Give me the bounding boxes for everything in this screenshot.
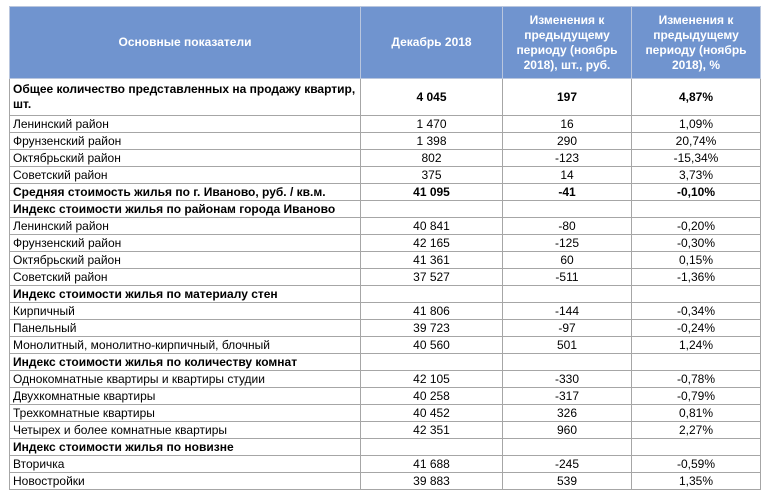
row-change: 326 bbox=[503, 405, 632, 422]
row-pct: 1,24% bbox=[632, 337, 761, 354]
table-row bbox=[10, 79, 761, 116]
section-label: Индекс стоимости жилья по материалу стен bbox=[10, 286, 361, 303]
table-row bbox=[10, 371, 761, 388]
row-change: 539 bbox=[503, 473, 632, 490]
row-change: -41 bbox=[503, 184, 632, 201]
table-body bbox=[10, 79, 761, 490]
row-pct: -0,34% bbox=[632, 303, 761, 320]
row-value: 39 723 bbox=[361, 320, 503, 337]
row-pct: -0,59% bbox=[632, 456, 761, 473]
row-pct: -0,78% bbox=[632, 371, 761, 388]
section-header-row bbox=[10, 201, 761, 218]
table-row bbox=[10, 252, 761, 269]
table-row bbox=[10, 235, 761, 252]
row-label: Двухкомнатные квартиры bbox=[10, 388, 361, 405]
section-label: Индекс стоимости жилья по новизне bbox=[10, 439, 361, 456]
row-pct: -0,24% bbox=[632, 320, 761, 337]
table-header bbox=[10, 7, 761, 79]
row-label: Средняя стоимость жилья по г. Иваново, руб. / кв.м. bbox=[10, 184, 361, 201]
row-value: 1 470 bbox=[361, 116, 503, 133]
table-row bbox=[10, 269, 761, 286]
header-indicator: Основные показатели bbox=[10, 7, 361, 79]
row-value: 42 165 bbox=[361, 235, 503, 252]
row-value: 42 351 bbox=[361, 422, 503, 439]
row-label: Трехкомнатные квартиры bbox=[10, 405, 361, 422]
row-value: 41 095 bbox=[361, 184, 503, 201]
row-label: Фрунзенский район bbox=[10, 235, 361, 252]
row-change: -317 bbox=[503, 388, 632, 405]
row-label: Четырех и более комнатные квартиры bbox=[10, 422, 361, 439]
row-value: 41 361 bbox=[361, 252, 503, 269]
housing-stats-table bbox=[9, 6, 761, 490]
table-row bbox=[10, 405, 761, 422]
table-row bbox=[10, 422, 761, 439]
row-value: 37 527 bbox=[361, 269, 503, 286]
row-value: 375 bbox=[361, 167, 503, 184]
row-label: Ленинский район bbox=[10, 116, 361, 133]
row-value: 40 452 bbox=[361, 405, 503, 422]
row-label: Ленинский район bbox=[10, 218, 361, 235]
table-row bbox=[10, 473, 761, 490]
row-value bbox=[361, 354, 503, 371]
row-pct: -0,30% bbox=[632, 235, 761, 252]
row-label: Новостройки bbox=[10, 473, 361, 490]
row-change: -97 bbox=[503, 320, 632, 337]
row-change: 14 bbox=[503, 167, 632, 184]
row-label: Фрунзенский район bbox=[10, 133, 361, 150]
row-change: -123 bbox=[503, 150, 632, 167]
table-row bbox=[10, 133, 761, 150]
row-pct: -15,34% bbox=[632, 150, 761, 167]
header-change-pct: Изменения к предыдущему периоду (ноябрь 2018), % bbox=[632, 7, 761, 79]
row-label: Советский район bbox=[10, 167, 361, 184]
row-label: Кирпичный bbox=[10, 303, 361, 320]
row-change bbox=[503, 201, 632, 218]
table-row bbox=[10, 320, 761, 337]
row-value: 39 883 bbox=[361, 473, 503, 490]
row-pct: 1,35% bbox=[632, 473, 761, 490]
row-pct: 1,09% bbox=[632, 116, 761, 133]
row-change: -144 bbox=[503, 303, 632, 320]
row-change: -330 bbox=[503, 371, 632, 388]
row-value: 40 841 bbox=[361, 218, 503, 235]
row-pct: 4,87% bbox=[632, 79, 761, 116]
table-row bbox=[10, 150, 761, 167]
row-change bbox=[503, 439, 632, 456]
row-value bbox=[361, 286, 503, 303]
row-change bbox=[503, 354, 632, 371]
header-december: Декабрь 2018 bbox=[361, 7, 503, 79]
row-change: 290 bbox=[503, 133, 632, 150]
row-change: 501 bbox=[503, 337, 632, 354]
row-change bbox=[503, 286, 632, 303]
row-pct: 0,15% bbox=[632, 252, 761, 269]
row-label: Советский район bbox=[10, 269, 361, 286]
row-label: Вторичка bbox=[10, 456, 361, 473]
row-pct: 0,81% bbox=[632, 405, 761, 422]
section-header-row bbox=[10, 439, 761, 456]
row-change: 960 bbox=[503, 422, 632, 439]
table-row-summary bbox=[10, 184, 761, 201]
row-label: Октябрьский район bbox=[10, 252, 361, 269]
section-header-row bbox=[10, 286, 761, 303]
row-change: -511 bbox=[503, 269, 632, 286]
table-row bbox=[10, 218, 761, 235]
row-label: Однокомнатные квартиры и квартиры студии bbox=[10, 371, 361, 388]
row-pct: 20,74% bbox=[632, 133, 761, 150]
row-value: 4 045 bbox=[361, 79, 503, 116]
row-value: 802 bbox=[361, 150, 503, 167]
row-pct bbox=[632, 439, 761, 456]
row-change: -245 bbox=[503, 456, 632, 473]
row-pct: -0,10% bbox=[632, 184, 761, 201]
row-pct: 2,27% bbox=[632, 422, 761, 439]
row-pct bbox=[632, 201, 761, 218]
row-label: Монолитный, монолитно-кирпичный, блочный bbox=[10, 337, 361, 354]
row-change: -125 bbox=[503, 235, 632, 252]
row-pct: -1,36% bbox=[632, 269, 761, 286]
row-pct bbox=[632, 286, 761, 303]
row-value: 41 806 bbox=[361, 303, 503, 320]
row-value bbox=[361, 201, 503, 218]
row-value: 41 688 bbox=[361, 456, 503, 473]
row-pct: -0,79% bbox=[632, 388, 761, 405]
row-label: Панельный bbox=[10, 320, 361, 337]
table-row bbox=[10, 388, 761, 405]
row-value: 40 560 bbox=[361, 337, 503, 354]
table-row bbox=[10, 337, 761, 354]
housing-stats-table-wrapper bbox=[9, 6, 761, 490]
row-pct bbox=[632, 354, 761, 371]
row-value: 1 398 bbox=[361, 133, 503, 150]
section-label: Индекс стоимости жилья по количеству комнат bbox=[10, 354, 361, 371]
row-change: -80 bbox=[503, 218, 632, 235]
row-pct: 3,73% bbox=[632, 167, 761, 184]
section-header-row bbox=[10, 354, 761, 371]
row-change: 197 bbox=[503, 79, 632, 116]
row-value: 40 258 bbox=[361, 388, 503, 405]
row-label: Октябрьский район bbox=[10, 150, 361, 167]
row-change: 16 bbox=[503, 116, 632, 133]
table-row bbox=[10, 116, 761, 133]
row-value: 42 105 bbox=[361, 371, 503, 388]
table-row bbox=[10, 303, 761, 320]
row-pct: -0,20% bbox=[632, 218, 761, 235]
row-value bbox=[361, 439, 503, 456]
row-label: Общее количество представленных на продажу квартир, шт. bbox=[10, 79, 361, 116]
row-change: 60 bbox=[503, 252, 632, 269]
section-label: Индекс стоимости жилья по районам города Иваново bbox=[10, 201, 361, 218]
table-row bbox=[10, 456, 761, 473]
table-row bbox=[10, 167, 761, 184]
header-change-abs: Изменения к предыдущему периоду (ноябрь 2018), шт., руб. bbox=[503, 7, 632, 79]
header-row bbox=[10, 7, 761, 79]
